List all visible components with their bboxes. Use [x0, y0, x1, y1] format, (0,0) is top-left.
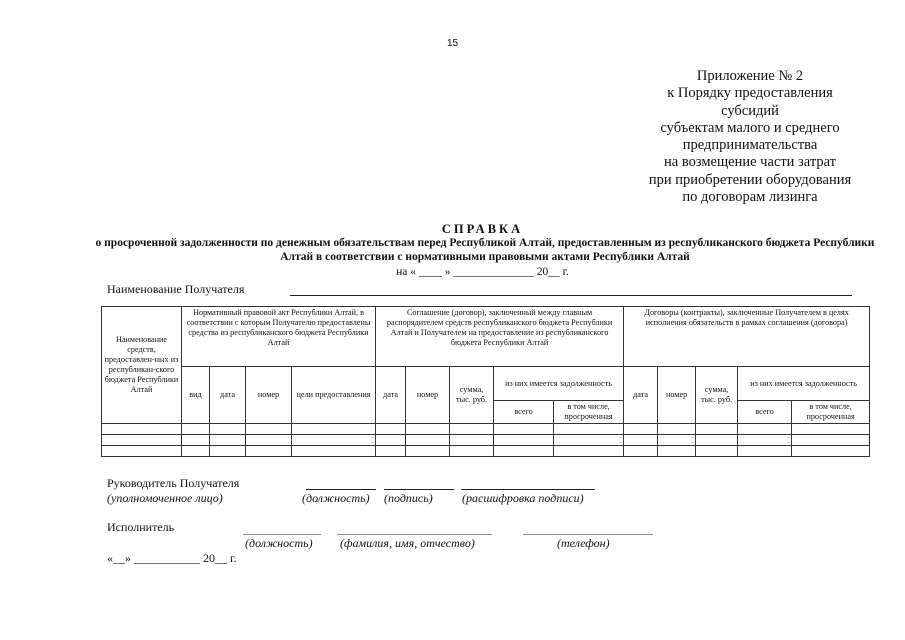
header-agr-total: всего	[494, 401, 554, 424]
appendix-line: субъектам малого и среднего	[660, 119, 840, 136]
page-number: 15	[446, 38, 459, 49]
date-line: на « ____ » ______________ 20__ г.	[396, 266, 569, 278]
decode-caption: (расшифровка подписи)	[462, 491, 584, 505]
header-con-total: всего	[738, 401, 792, 424]
appendix-block	[600, 68, 900, 206]
document-subtitle: о просроченной задолженности по денежным обязательствам перед Республикой Алтай, предоставленным из республиканского бюджета Республики Алтай в соответствии с нормативными правовыми актами Республики Алтай	[95, 237, 875, 263]
header-con-number: номер	[658, 367, 696, 424]
header-agr-sum: сумма, тыс. руб.	[450, 367, 494, 424]
bottom-date: «__» ___________ 20__ г.	[107, 551, 237, 565]
debt-table	[101, 306, 870, 457]
header-source: Наименование средств, предоставлен-ных из республикан-ского бюджета Республики Алтай	[102, 307, 182, 424]
header-act-date: дата	[210, 367, 246, 424]
appendix-line: Приложение № 2	[696, 68, 804, 84]
header-con-date: дата	[624, 367, 658, 424]
signature-caption: (подпись)	[384, 491, 433, 505]
signature-line	[384, 489, 454, 490]
header-agr-debt: из них имеется задолженность	[494, 367, 624, 401]
header-agr-overdue: в том числе, просроченная	[554, 401, 624, 424]
recipient-name-line	[290, 295, 852, 296]
exec-phone-caption: (телефон)	[557, 536, 610, 550]
executor-label: Исполнитель	[107, 520, 175, 534]
head-sublabel: (уполномоченное лицо)	[107, 491, 223, 505]
head-label: Руководитель Получателя	[107, 476, 240, 490]
appendix-line: при приобретении оборудования	[648, 171, 852, 188]
header-act-purpose: цели предоставления	[292, 367, 376, 424]
exec-name-caption: (фамилия, имя, отчество)	[340, 536, 475, 550]
position-caption: (должность)	[302, 491, 370, 505]
table-row	[102, 424, 870, 435]
appendix-line: к Порядку предоставления	[667, 85, 833, 102]
document-title: СПРАВКА	[441, 222, 524, 236]
header-con-sum: сумма, тыс. руб.	[696, 367, 738, 424]
position-line	[306, 489, 376, 490]
header-agr-date: дата	[376, 367, 406, 424]
appendix-line: по договорам лизинга	[682, 189, 818, 206]
header-agr-number: номер	[406, 367, 450, 424]
header-con-overdue: в том числе, просроченная	[792, 401, 870, 424]
header-con-debt: из них имеется задолженность	[738, 367, 870, 401]
header-group-act: Нормативный правовой акт Республики Алтай, в соответствии с которым Получателю предоставлены средства из республиканского бюджета Республики Алтай	[182, 307, 376, 367]
exec-name-line	[337, 534, 492, 535]
header-act-type: вид	[182, 367, 210, 424]
header-act-number: номер	[246, 367, 292, 424]
table-row	[102, 435, 870, 446]
exec-phone-line	[523, 534, 653, 535]
table-row	[102, 446, 870, 457]
recipient-label: Наименование Получателя	[107, 282, 245, 296]
header-group-contracts: Договоры (контракты), заключенные Получателем в целях исполнения обязательств в рамках соглашения (договора)	[624, 307, 870, 367]
header-group-agreement: Соглашение (договор), заключенный между главным распорядителем средств республиканского бюджета Республики Алтай и Получателем на предоставление из республиканского бюджета Республики Алтай	[376, 307, 624, 367]
exec-position-line	[243, 534, 321, 535]
appendix-line: предпринимательства	[682, 137, 818, 154]
exec-position-caption: (должность)	[245, 536, 313, 550]
decode-line	[461, 489, 595, 490]
appendix-line: на возмещение части затрат	[664, 154, 836, 171]
appendix-line: субсидий	[721, 102, 779, 119]
